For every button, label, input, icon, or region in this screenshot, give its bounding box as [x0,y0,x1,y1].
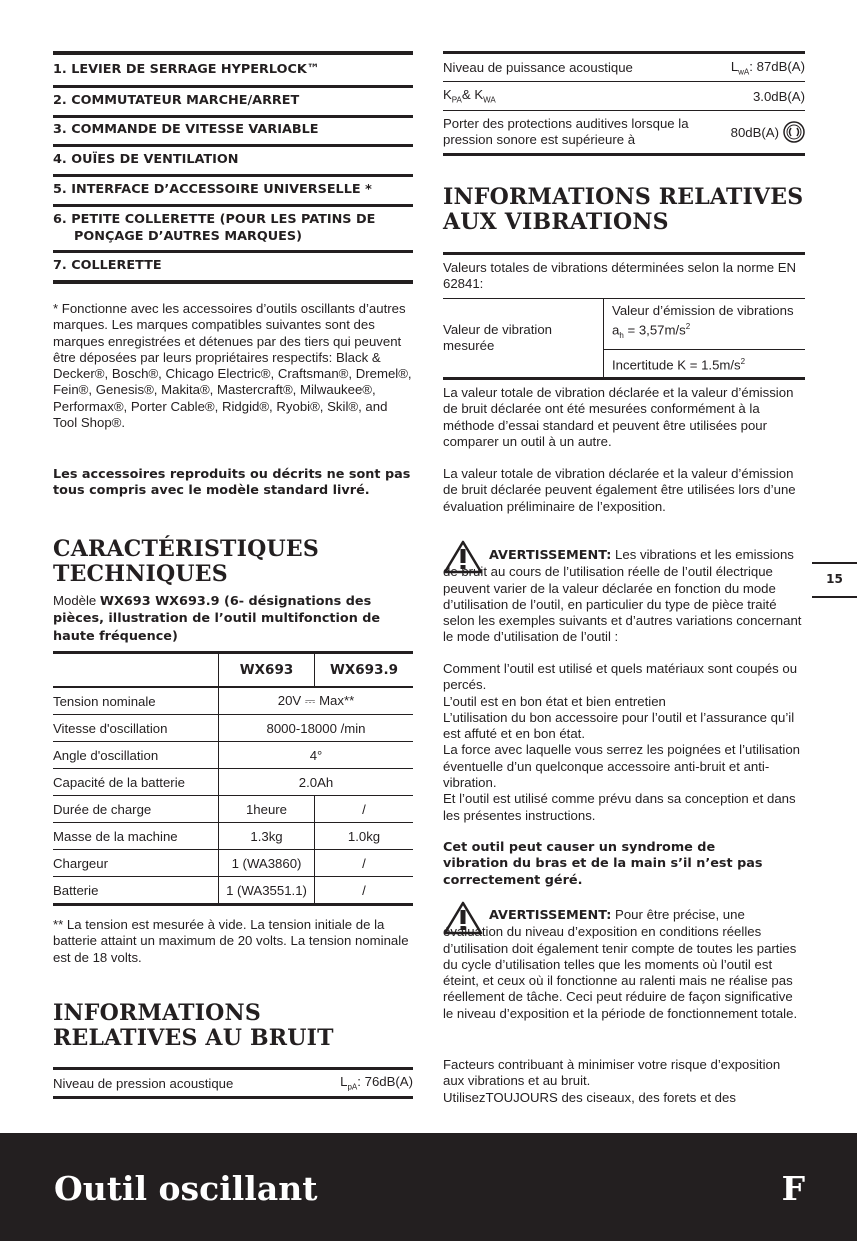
warning-1 [443,547,805,646]
row-value-a: 1 (WA3860) [219,850,315,877]
list-item: Et l’outil est utilisé comme prévu dans sa conception et dans les présentes instructions. [443,791,796,823]
pressure-value: : 76dB(A) [357,1074,413,1090]
specs-table [53,651,413,906]
row-value-a: 1heure [219,796,315,823]
accessories-note: Les accessoires reproduits ou décrits ne sont pas tous compris avec le modèle standard livré. [53,467,411,499]
list-item: Comment l’outil est utilisé et quels matériaux sont coupés ou percés. [443,661,798,693]
table-row [53,687,413,715]
feature-item-7: 7. COLLERETTE [53,258,162,273]
row-value-b: / [315,877,414,905]
page-number: 15 [812,562,857,598]
k-label-group [443,87,496,105]
vibration-title: INFORMATIONS RELATIVES AUX VIBRATIONS [443,184,804,235]
feature-divider [53,85,413,88]
k-label-1: K [443,87,452,103]
protect-row [443,111,805,156]
hav-note: Cet outil peut causer un syndrome de vibration du bras et de la main s’il n’est pas correctement géré. [443,840,763,888]
power-row [443,54,805,82]
power-label: Niveau de puissance acoustique [443,60,633,75]
feature-divider [53,174,413,177]
emission-sub: h [619,331,624,341]
warning-2-list [443,1057,805,1106]
feature-item-4: 4. OUÏES DE VENTILATION [53,152,239,167]
pressure-label: Niveau de pression acoustique [53,1075,234,1091]
vibration-intro: Valeurs totales de vibrations déterminées selon la norme EN 62841: [443,260,797,292]
protect-value-group [731,121,805,143]
row-label: Batterie [53,877,219,905]
feature-item-6: 6. PETITE COLLERETTE (POUR LES PATINS DE PONÇAGE D’AUTRES MARQUES) [53,212,376,244]
warning-2 [443,907,805,1022]
feature-item-5: 5. INTERFACE D’ACCESSOIRE UNIVERSELLE * [53,182,372,197]
row-label: Vitesse d'oscillation [53,715,219,742]
feature-divider [53,250,413,253]
power-value: : 87dB(A) [749,58,805,74]
footer-bar [0,1133,857,1241]
feature-item-2: 2. COMMUTATEUR MARCHE/ARRET [53,93,300,108]
noise-rule [53,1067,413,1070]
footer-title: Outil oscillant [54,1169,318,1208]
emission-sup: 2 [685,322,691,332]
list-item: L’utilisation du bon accessoire pour l’outil et l’assurance qu’il est affuté et en bon état. [443,709,795,742]
row-value-b: / [315,850,414,877]
power-value-group [731,59,805,77]
footer-language-code: F [781,1169,805,1208]
noise-title: INFORMATIONS RELATIVES AU BRUIT [53,1000,334,1051]
uncertainty-sup: 2 [740,356,746,366]
col-wx6939: WX693.9 [315,653,414,688]
k-value: 3.0dB(A) [752,88,805,104]
noise-power-rule [443,51,805,54]
warning-1-list [443,661,805,824]
k-label-2: & K [461,87,484,103]
col-wx693: WX693 [219,653,315,688]
row-value-a: 1.3kg [219,823,315,850]
warning-2-label: AVERTISSEMENT: [489,908,612,923]
pressure-value-group [340,1074,413,1092]
row-value: 4° [219,742,414,769]
table-row [53,742,413,769]
list-item: Facteurs contribuant à minimiser votre risque d’exposition aux vibrations et au bruit. [443,1057,781,1089]
noise-pressure-row [53,1070,413,1099]
table-row [53,850,413,877]
row-label: Capacité de la batterie [53,769,219,796]
k-sub-1: PA [451,95,462,105]
table-row [53,769,413,796]
feature-item-1: 1. LEVIER DE SERRAGE HYPERLOCK™ [53,62,320,77]
header-empty [53,653,219,688]
protect-label: Porter des protections auditives lorsque la pression sonore est supérieure à [443,116,689,147]
model-text: WX693 WX693.9 (6- désignations des pièces, illustration de l’outil multifonction de haute fréquence) [53,594,381,644]
vibration-table [443,298,805,380]
table-row [53,877,413,905]
row-label: Angle d'oscillation [53,742,219,769]
protect-value: 80dB(A) [730,124,779,140]
table-row [53,796,413,823]
row-label: Masse de la machine [53,823,219,850]
table-row [53,823,413,850]
pressure-prefix: L [340,1074,348,1090]
list-item: L’outil est en bon état et bien entretien [443,693,666,709]
k-sub-2: WA [483,95,496,105]
warning-1-text: Les vibrations et les emissions de bruit au cours de l’utilisation réelle de l’outil électrique peuvent varier de la valeur déclarée en fonction du mode d’utilisation de l’outil, en particulier du type de pièce traité selon les exemples suivants et d’autres variations concernant le mode d’utilisation de l’outil : [443,547,802,645]
specs-footnote: ** La tension est mesurée à vide. La tension initiale de la batterie attaint un maximum de 20 volts. La tension nominale est de 18 volts. [53,917,409,965]
row-label: Tension nominale [53,687,219,715]
model-prefix: Modèle [53,593,100,608]
row-value: 2.0Ah [219,769,414,796]
warning-2-text: Pour être précise, une évaluation du niveau d’exposition en conditions réelles d’utilisation doit également tenir compte de toutes les parties du cycle d’utilisation telles que les moments où l’outil est éteint, et ceux où il fonctionne au ralenti mais ne réalise pas réellement de tâche. Ceci peut réduire de façon significative le niveau d’exposition et la période de fonctionnement totale. [443,907,798,1021]
vibration-para-2: La valeur totale de vibration déclarée et la valeur d’émission de bruit déclarée peuvent également être utilisées lors d’une évaluation préliminaire de l’exposition. [443,466,796,514]
feature-divider [53,204,413,207]
feature-item-3: 3. COMMANDE DE VITESSE VARIABLE [53,122,319,137]
vibration-rule [443,252,805,255]
row-value-a: 1 (WA3551.1) [219,877,315,905]
emission-cell [604,299,806,350]
uncertainty-text: Incertitude K = 1.5m/s [612,357,741,373]
row-value-b: 1.0kg [315,823,414,850]
warning-1-label: AVERTISSEMENT: [489,548,612,563]
table-row [53,715,413,742]
power-prefix: L [730,58,739,74]
power-sub: wA [738,67,750,77]
emission-label: Valeur d’émission de vibrations a [612,303,794,338]
vibration-para-1: La valeur totale de vibration déclarée et la valeur d’émission de bruit déclarée ont été mesurées conformément à la méthode d’essai standard et peuvent être utilisées pour comparer un outil à un autre. [443,385,794,449]
feature-divider [53,115,413,118]
uncertainty-cell [604,349,806,379]
table-row [443,299,805,350]
k-row [443,82,805,111]
row-value: 20V ⎓ Max** [219,687,414,715]
ear-protection-icon [783,121,805,143]
row-value: 8000-18000 /min [219,715,414,742]
noise-pressure-table [53,1067,413,1099]
list-item: UtilisezTOUJOURS des ciseaux, des forets et des [443,1089,736,1105]
specs-title: CARACTÉRISTIQUES TECHNIQUES [53,536,319,587]
feature-divider [53,144,413,147]
row-value-b: / [315,796,414,823]
row-label: Chargeur [53,850,219,877]
feature-divider [53,280,413,284]
row-label: Durée de charge [53,796,219,823]
noise-power-table [443,51,805,156]
specs-table-header [53,653,413,688]
pressure-sub: pA [347,1082,358,1092]
emission-value: = 3,57m/s [623,322,686,338]
top-rule [53,51,413,55]
compat-note: * Fonctionne avec les accessoires d’outils oscillants d’autres marques. Les marques compatibles suivantes sont des marques enregistrées et détenues par des tiers qui peuvent être déposées par leurs propriétaires respectifs: Black & Decker®, Bosch®, Chicago Electric®, Craftsman®, Dremel®, Fein®, Genesis®, Makita®, Mastercraft®, Milwaukee®, Performax®, Porter Cable®, Ridgid®, Ryobi®, Skil®, and Tool Shop®. [53,301,412,431]
list-item: La force avec laquelle vous serrez les poignées et l’utilisation éventuelle d’un quelconque accessoire anti-bruit et anti-vibration. [443,742,800,791]
measured-label: Valeur de vibration mesurée [443,299,604,379]
specs-model-line [53,593,413,645]
